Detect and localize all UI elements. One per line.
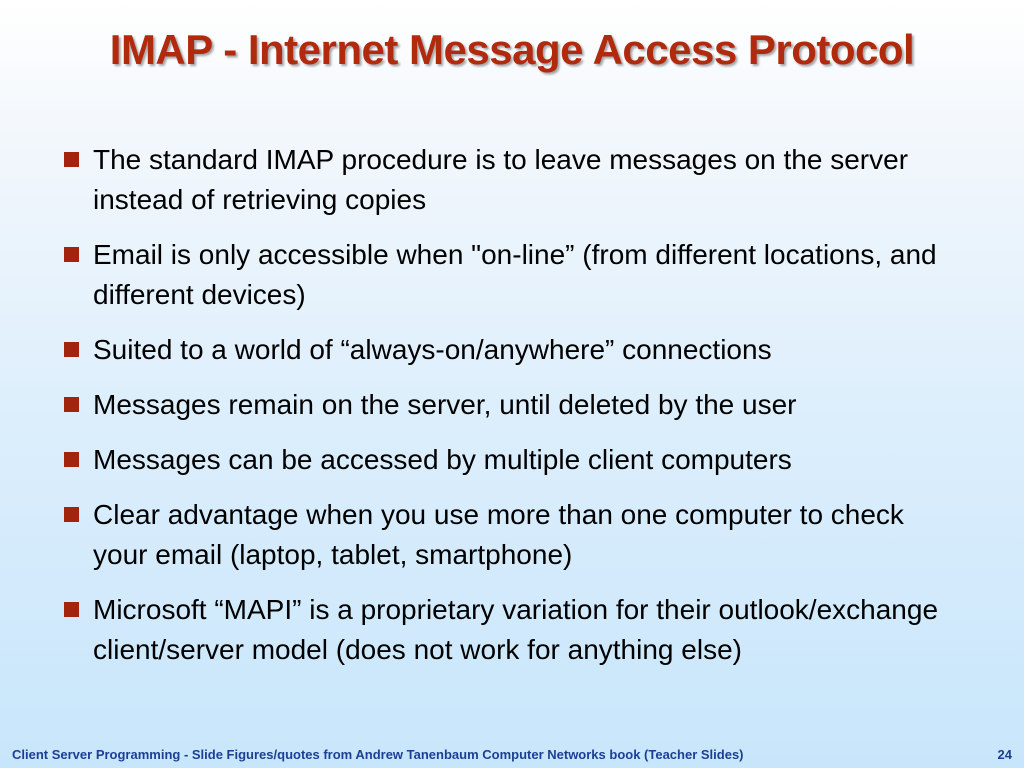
bullet-text: Messages can be accessed by multiple client computers <box>93 444 792 475</box>
slide-footer <box>0 742 1024 768</box>
bullet-text: Messages remain on the server, until deleted by the user <box>93 389 797 420</box>
square-bullet-icon <box>64 452 79 467</box>
bullet-text: Microsoft “MAPI” is a proprietary variation for their outlook/exchange client/server model (does not work for anything else) <box>93 594 939 665</box>
bullet-text: The standard IMAP procedure is to leave messages on the server instead of retrieving copies <box>93 144 909 215</box>
footer-text: Client Server Programming - Slide Figures/quotes from Andrew Tanenbaum Computer Networks book (Teacher Slides) <box>12 747 744 762</box>
bullet-text: Email is only accessible when "on-line” (from different locations, and different devices) <box>93 239 937 310</box>
bullet-item <box>62 140 962 220</box>
square-bullet-icon <box>64 152 79 167</box>
bullet-item <box>62 590 962 670</box>
slide-title: IMAP - Internet Message Access Protocol <box>109 26 915 73</box>
bullet-item <box>62 495 962 575</box>
square-bullet-icon <box>64 602 79 617</box>
square-bullet-icon <box>64 247 79 262</box>
bullet-item <box>62 385 962 425</box>
square-bullet-icon <box>64 397 79 412</box>
bullet-item <box>62 330 962 370</box>
page-number: 24 <box>997 747 1012 762</box>
bullet-text: Suited to a world of “always-on/anywhere” connections <box>93 334 772 365</box>
bullet-item <box>62 440 962 480</box>
bullet-list <box>62 140 962 685</box>
bullet-text: Clear advantage when you use more than one computer to check your email (laptop, tablet, smartphone) <box>93 499 904 570</box>
square-bullet-icon <box>64 342 79 357</box>
square-bullet-icon <box>64 507 79 522</box>
bullet-item <box>62 235 962 315</box>
